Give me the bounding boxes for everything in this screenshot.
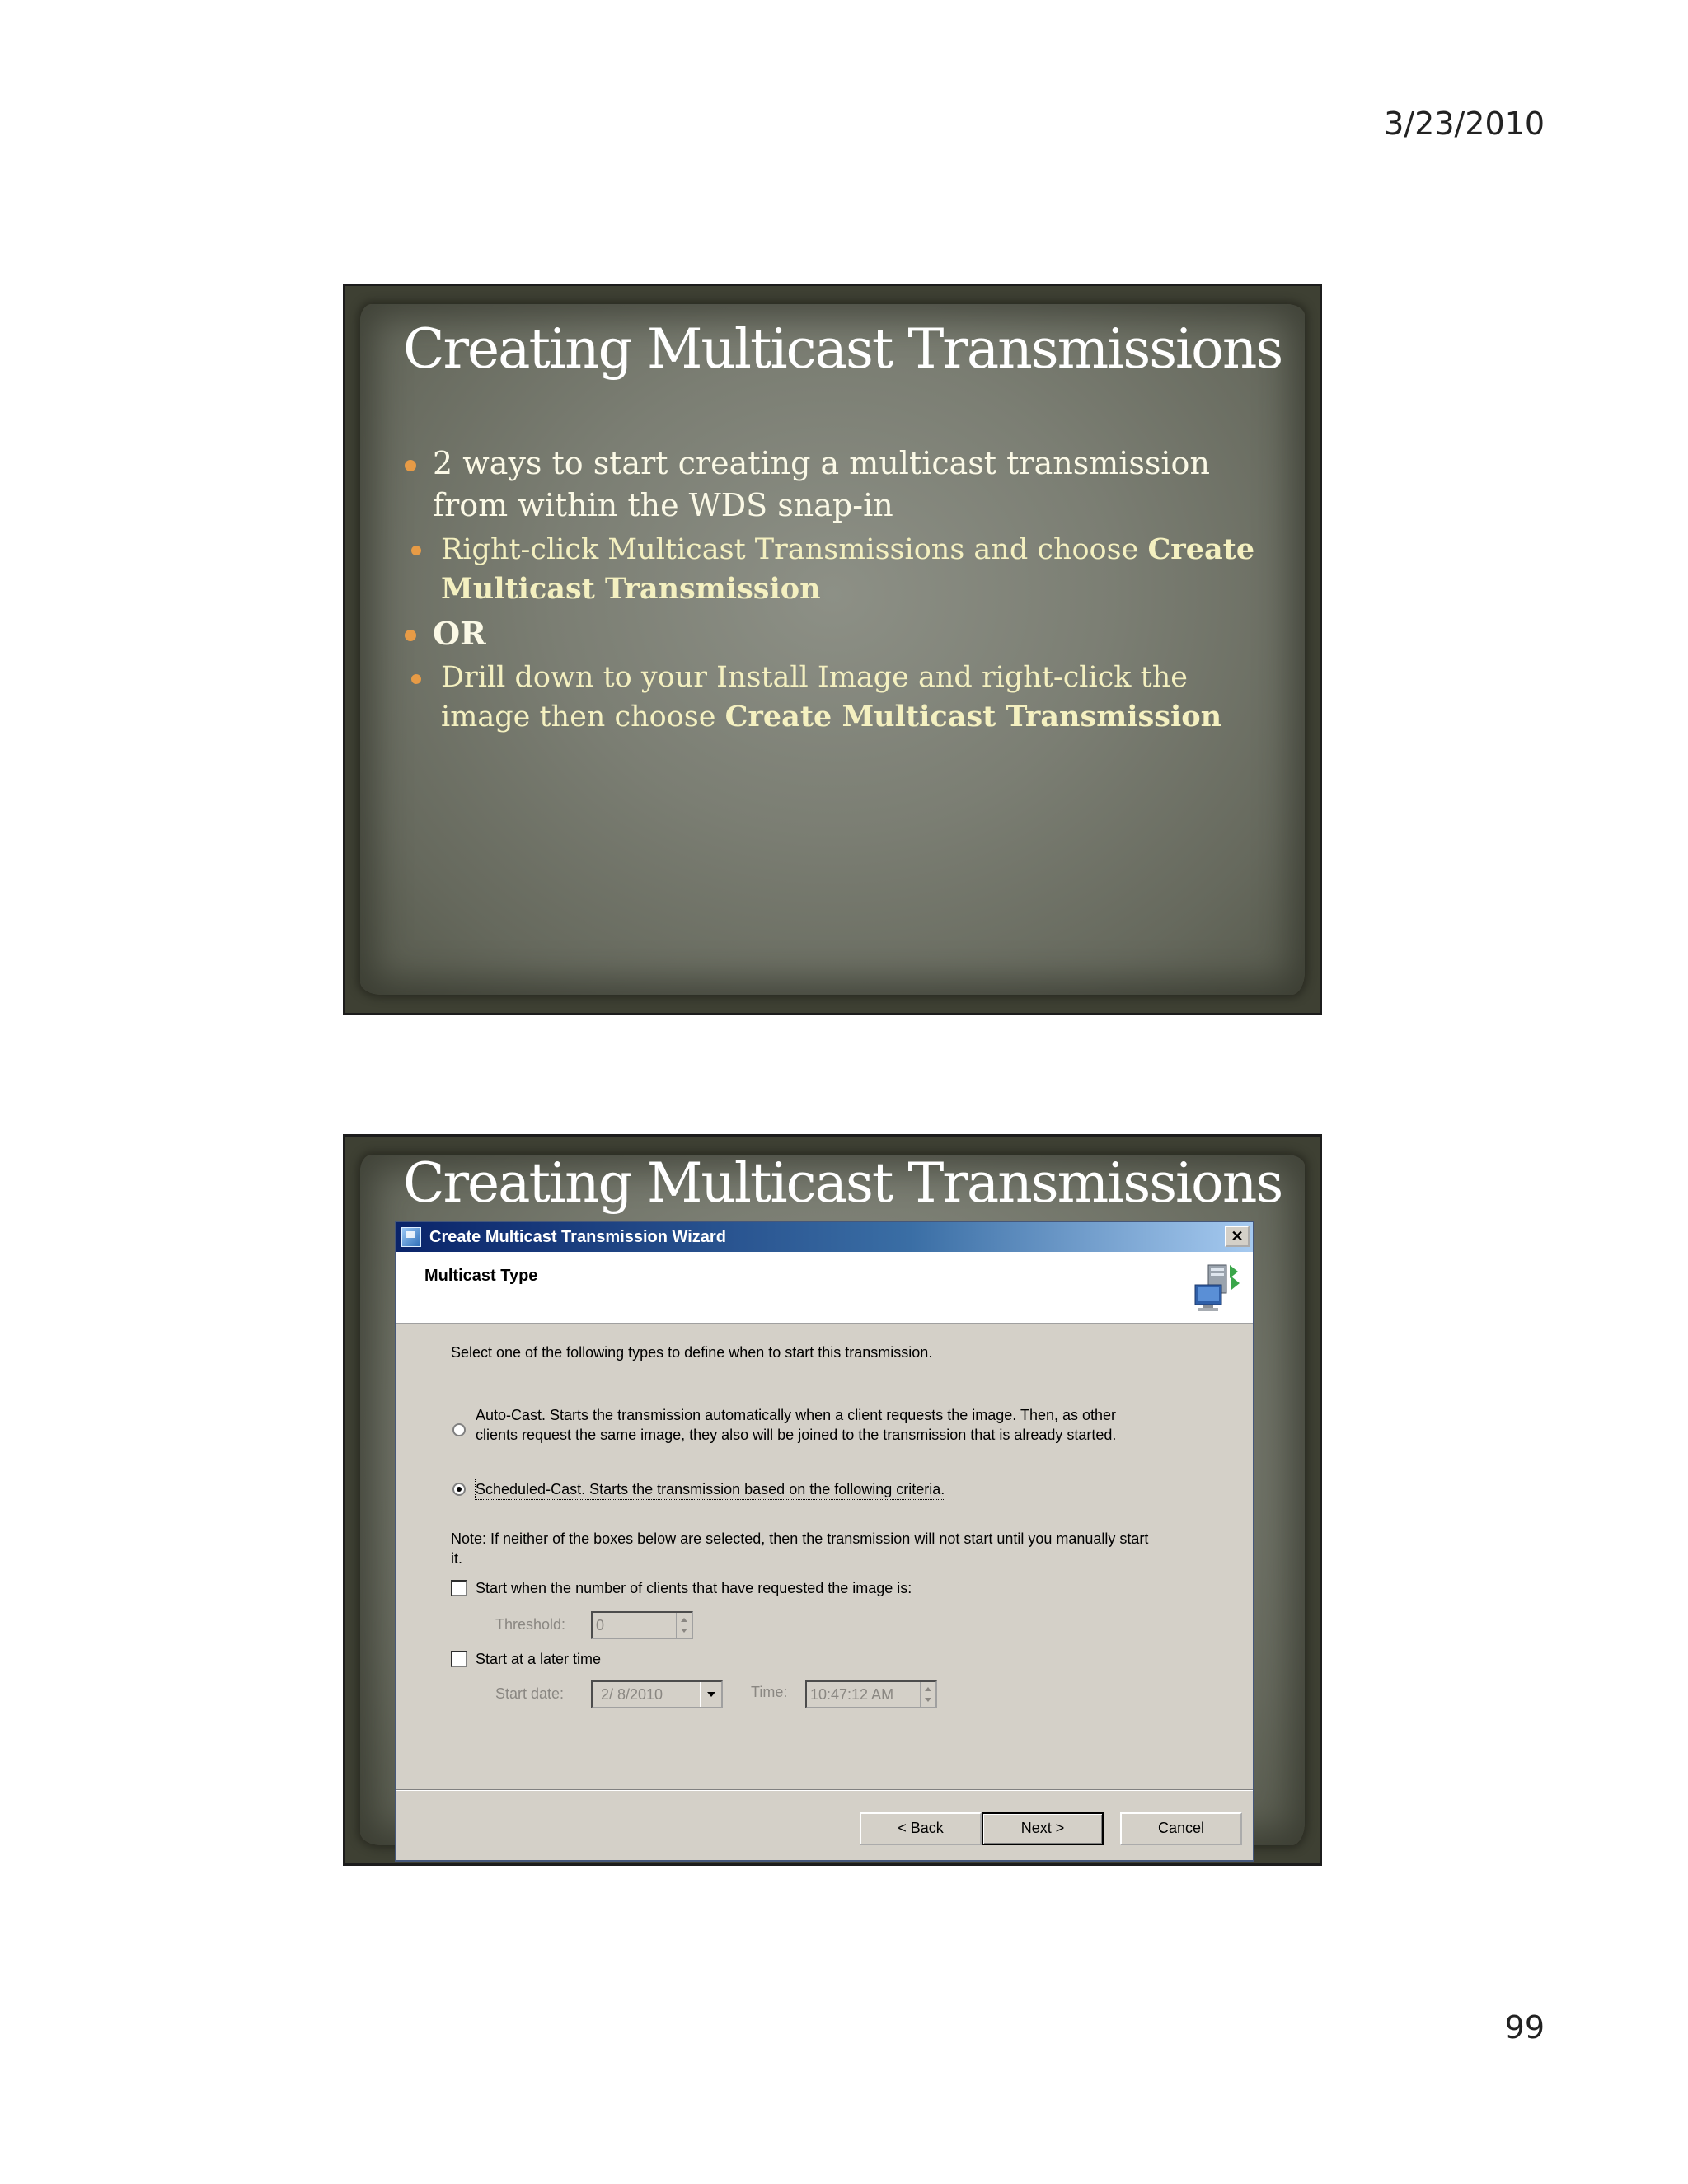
sub-bullet-text: Drill down to your Install Image and right-click the image then choose xyxy=(441,661,1188,733)
clients-threshold-label[interactable]: Start when the number of clients that have requested the image is: xyxy=(476,1580,912,1596)
spin-arrows-icon[interactable] xyxy=(920,1682,935,1707)
page-date: 3/23/2010 xyxy=(1384,105,1545,142)
threshold-label: Threshold: xyxy=(495,1616,566,1633)
bullet-dot-icon xyxy=(405,630,416,641)
dialog-title: Create Multicast Transmission Wizard xyxy=(429,1227,726,1246)
multicast-server-icon xyxy=(1192,1260,1245,1315)
next-button[interactable]: Next > xyxy=(982,1812,1104,1845)
dialog-titlebar[interactable] xyxy=(396,1222,1253,1252)
bullet-dot-icon xyxy=(411,674,421,684)
back-button[interactable]: < Back xyxy=(860,1812,982,1845)
bullet-dot-icon xyxy=(411,546,421,555)
sub-bullet-group xyxy=(401,658,1259,737)
close-button[interactable] xyxy=(1225,1226,1250,1247)
start-date-label: Start date: xyxy=(495,1685,565,1702)
wizard-app-icon xyxy=(401,1227,421,1247)
wizard-page-heading: Multicast Type xyxy=(424,1267,538,1285)
sub-bullet-bold-text: Create Multicast Transmission xyxy=(441,532,1255,606)
bullet-dot-icon xyxy=(405,460,416,471)
button-separator xyxy=(396,1789,1253,1791)
autocast-radio[interactable] xyxy=(452,1423,466,1436)
spin-arrows-icon[interactable] xyxy=(676,1613,692,1638)
sub-bullet-text: Right-click Multicast Transmissions and choose xyxy=(441,533,1148,566)
later-time-label[interactable]: Start at a later time xyxy=(476,1651,602,1667)
bullet-item xyxy=(401,443,1259,527)
threshold-value: 0 xyxy=(596,1617,605,1633)
autocast-label-line2[interactable]: clients request the same image, they also will be joined to the transmission that is already started. xyxy=(476,1427,1117,1443)
note-text-line1: Note: If neither of the boxes below are selected, then the transmission will not start until you manually start xyxy=(451,1530,1149,1547)
intro-text: Select one of the following types to define when to start this transmission. xyxy=(451,1344,933,1361)
time-label: Time: xyxy=(751,1684,788,1700)
slide-1 xyxy=(343,284,1322,1015)
sub-bullet-bold-text: Create Multicast Transmission xyxy=(724,700,1222,733)
sub-bullet-group xyxy=(401,530,1259,609)
close-icon: ✕ xyxy=(1231,1228,1244,1244)
scheduled-cast-radio[interactable] xyxy=(452,1483,466,1496)
sub-bullet-item xyxy=(401,658,1259,737)
sub-bullet-item xyxy=(401,530,1259,609)
start-date-picker[interactable] xyxy=(591,1680,723,1708)
bullet-text: OR xyxy=(433,615,486,652)
wizard-dialog xyxy=(395,1221,1254,1862)
start-date-value: 2/ 8/2010 xyxy=(601,1686,663,1703)
scheduled-cast-label[interactable]: Scheduled-Cast. Starts the transmission based on the following criteria. xyxy=(476,1481,945,1497)
time-value: 10:47:12 AM xyxy=(810,1686,894,1703)
bullet-list xyxy=(401,443,1259,740)
bullet-text: 2 ways to start creating a multicast transmission from within the WDS snap-in xyxy=(433,445,1210,523)
slide-title: Creating Multicast Transmissions xyxy=(403,317,1282,381)
note-text-line2: it. xyxy=(451,1550,463,1567)
later-time-checkbox[interactable] xyxy=(451,1651,467,1667)
bullet-item xyxy=(401,612,1259,655)
clients-threshold-checkbox[interactable] xyxy=(451,1580,467,1596)
slide-title: Creating Multicast Transmissions xyxy=(403,1151,1282,1215)
threshold-stepper[interactable] xyxy=(591,1611,693,1639)
wizard-header xyxy=(396,1252,1253,1324)
autocast-label-line1[interactable]: Auto-Cast. Starts the transmission automatically when a client requests the image. Then, as other xyxy=(476,1407,1117,1423)
cancel-button[interactable]: Cancel xyxy=(1120,1812,1242,1845)
page-number: 99 xyxy=(1504,2009,1545,2046)
slide-2 xyxy=(343,1134,1322,1866)
time-stepper[interactable] xyxy=(805,1680,937,1708)
chevron-down-icon[interactable] xyxy=(700,1682,721,1707)
